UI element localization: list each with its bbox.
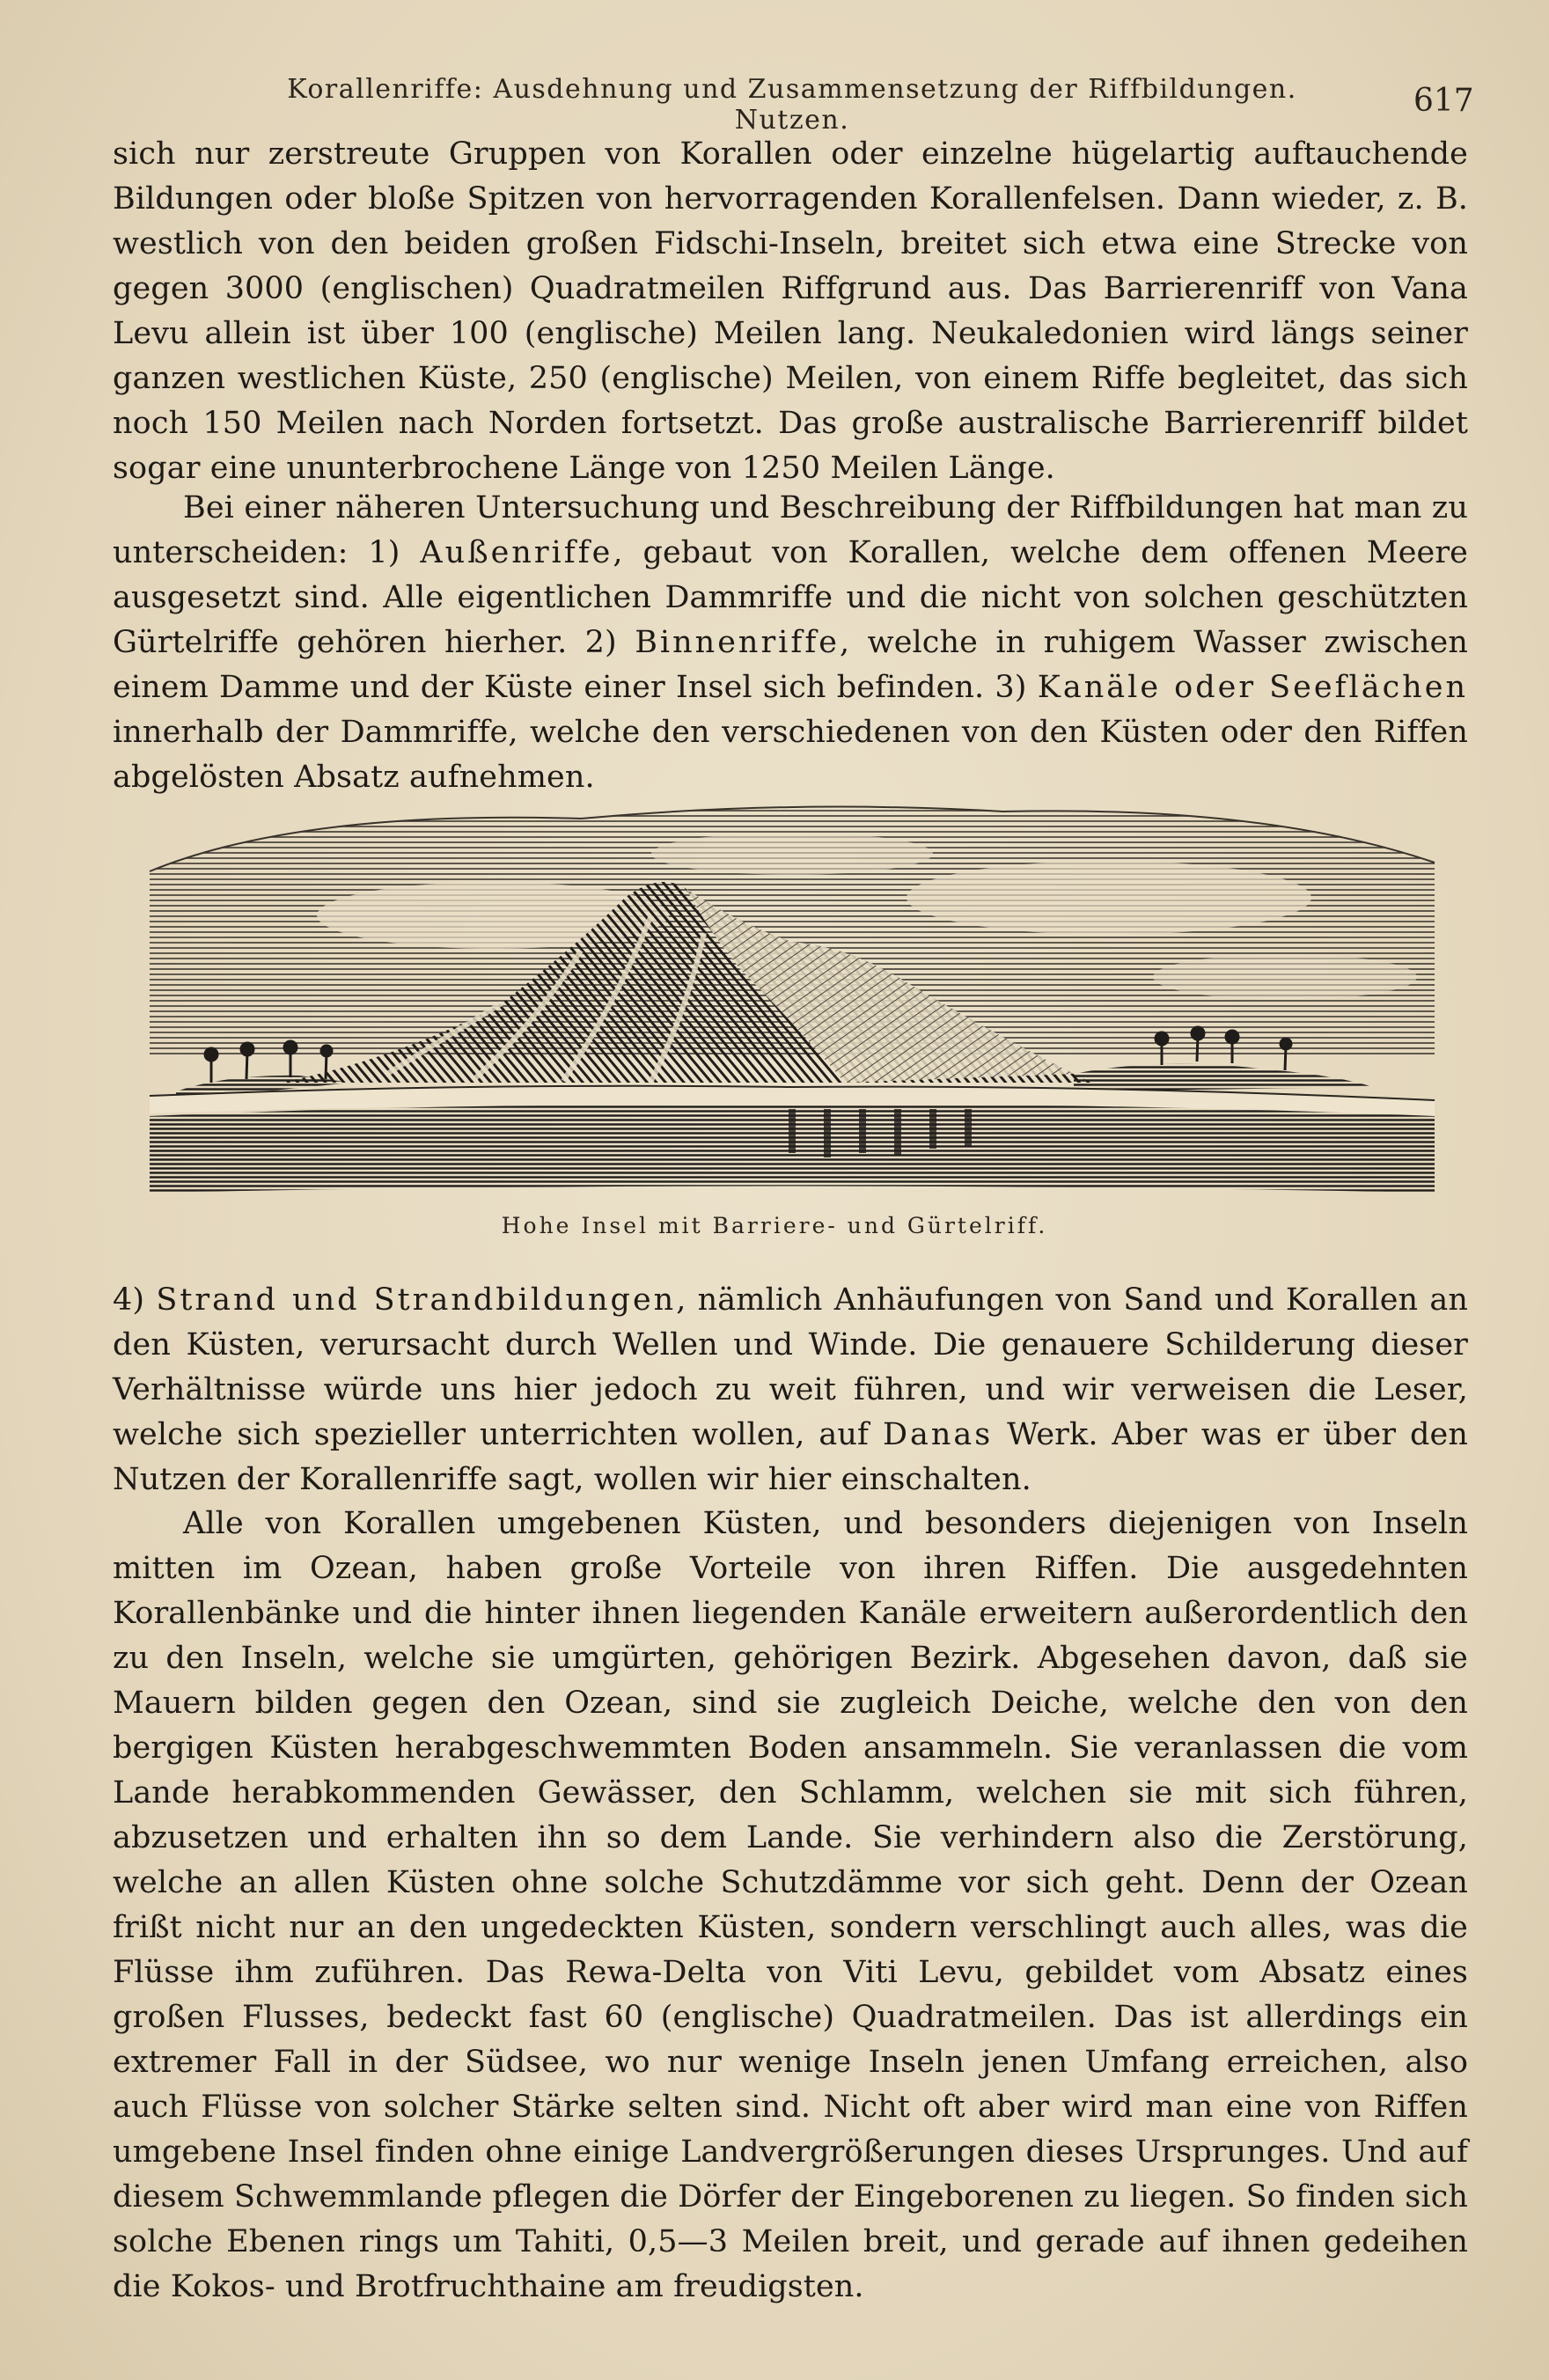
paragraph-3-text: , nämlich Anhäufungen von Sand und Korallen an den Küsten, verursacht durch Wellen und Winde. Die genauere Schilderung dieser Verhältnisse würde uns hier jedoch zu weit führen, und wir verweisen die Leser, welche sich spezieller unterrichten wollen, auf: [113, 1282, 1468, 1452]
term-strand: Strand und Strandbildungen: [156, 1282, 677, 1318]
running-header: Korallenriffe: Ausdehnung und Zusammensetzung der Riffbildungen. Nutzen.: [287, 74, 1297, 136]
paragraph-3: [113, 1278, 1468, 1502]
paragraph-3-text: Werk. Aber was er über den Nutzen der Korallenriffe sagt, wollen wir hier einschalten.: [113, 1417, 1468, 1497]
paragraph-3-text: 4): [113, 1282, 157, 1318]
term-kanaele: Kanäle oder Seeflächen: [1037, 670, 1468, 705]
paragraph-2-text: innerhalb der Dammriffe, welche den verschiedenen von den Küsten oder den Riffen abgelösten Absatz aufnehmen.: [113, 715, 1468, 795]
paragraph-2-text: Bei einer näheren Untersuchung und Beschreibung der Riffbildungen hat man zu unterscheiden: 1): [113, 490, 1468, 570]
paragraph-1: sich nur zerstreute Gruppen von Korallen oder einzelne hügelartig auftauchende Bildungen oder bloße Spitzen von hervorragenden Korallenfelsen. Dann wieder, z. B. westlich von den beiden großen Fidschi-Inseln, breitet sich etwa eine Strecke von gegen 3000 (englischen) Quadratmeilen Riffgrund aus. Das Barrierenriff von Vana Levu allein ist über 100 (englische) Meilen lang. Neukaledonien wird längs seiner ganzen westlichen Küste, 250 (englische) Meilen, von einem Riffe begleitet, das sich noch 150 Meilen nach Norden fortsetzt. Das große australische Barrierenriff bildet sogar eine ununterbrochene Länge von 1250 Meilen Länge.: [113, 136, 1468, 486]
paragraph-2-text: , gebaut von Korallen, welche dem offenen Meere ausgesetzt sind. Alle eigentlichen Dammriffe und die nicht von solchen geschützten Gürtelriffe gehören hierher. 2): [113, 535, 1468, 660]
island-engraving: [123, 792, 1461, 1197]
paragraph-4: Alle von Korallen umgebenen Küsten, und besonders diejenigen von Inseln mitten im Ozean, haben große Vorteile von ihren Riffen. Die ausgedehnten Korallenbänke und die hinter ihnen liegenden Kanäle erweitern außerordentlich den zu den Inseln, welche sie umgürten, gehörigen Bezirk. Abgesehen davon, daß sie Mauern bilden gegen den Ozean, sind sie zugleich Deiche, welche den von den bergigen Küsten herabgeschwemmten Boden ansammeln. Sie veranlassen die vom Lande herabkommenden Gewässer, den Schlamm, welchen sie mit sich führen, abzusetzen und erhalten ihn so dem Lande. Sie verhindern also die Zerstörung, welche an allen Küsten ohne solche Schutzdämme vor sich geht. Denn der Ozean frißt nicht nur an den ungedeckten Küsten, sondern verschlingt auch alles, was die Flüsse ihm zuführen. Das Rewa-Delta von Viti Levu, gebildet vom Absatz eines großen Flusses, bedeckt fast 60 (englische) Quadratmeilen. Das ist allerdings ein extremer Fall in der Südsee, wo nur wenige Inseln jenen Umfang erreichen, also auch Flüsse von solcher Stärke selten sind. Nicht oft aber wird man eine von Riffen umgebene Insel finden ohne einige Landvergrößerungen dieses Ursprunges. Und auf diesem Schwemmlande pflegen die Dörfer der Eingeborenen zu liegen. So finden sich solche Ebenen rings um Tahiti, 0,5—3 Meilen breit, und gerade auf ihnen gedeihen die Kokos- und Brotfruchthaine am freudigsten.: [113, 1506, 1468, 2304]
term-danas: Danas: [882, 1417, 994, 1452]
figure-caption: Hohe Insel mit Barriere- und Gürtelriff.: [501, 1213, 1048, 1238]
term-aussenriffe: Außenriffe: [420, 535, 613, 570]
island-engraving-figure: [123, 792, 1461, 1197]
page-number: 617: [1413, 83, 1474, 119]
term-binnenriffe: Binnenriffe: [635, 625, 841, 660]
paragraph-2: [113, 486, 1468, 800]
paragraph-2-text: , welche in ruhigem Wasser zwischen einem Damme und der Küste einer Insel sich befinden. 3): [113, 625, 1468, 705]
